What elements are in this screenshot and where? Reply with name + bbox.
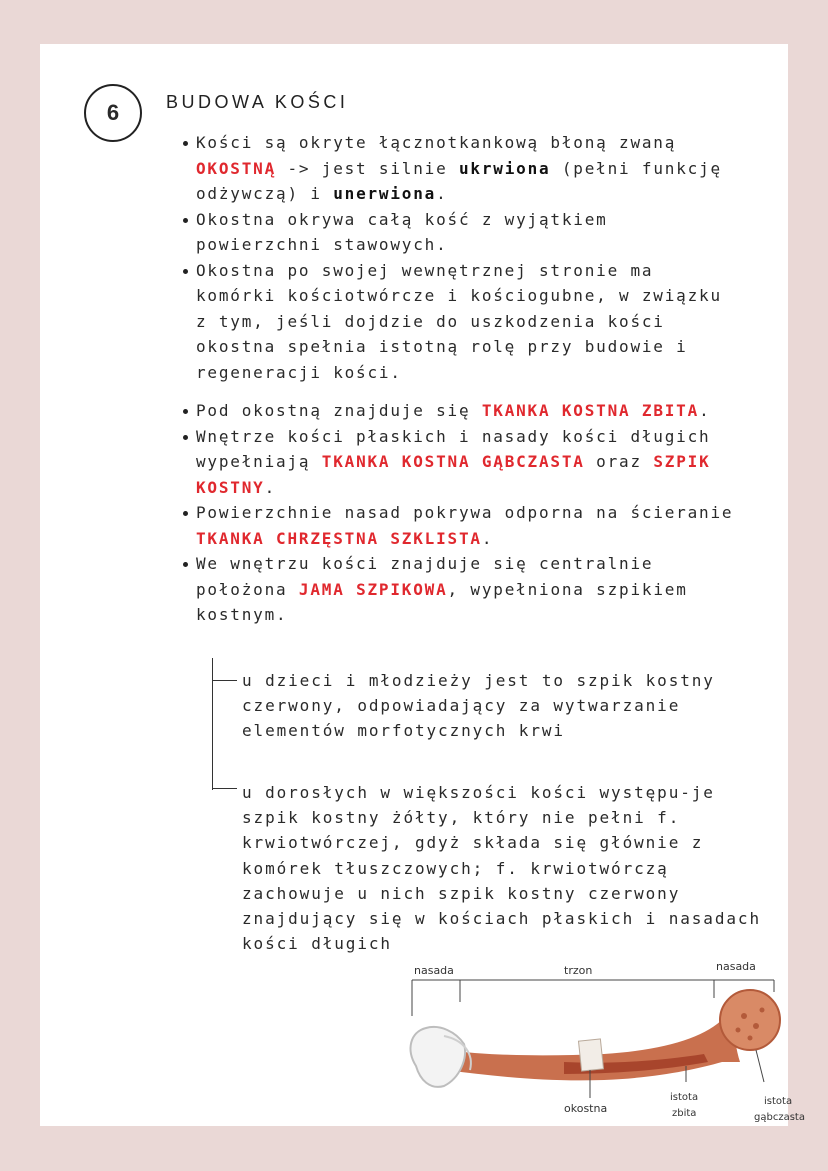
term-ukrwiona: ukrwiona <box>458 158 551 178</box>
text: Kości są okryte łącznotkankową błoną zwaną <box>196 133 677 152</box>
term-jama-szpikowa: JAMA SZPIKOWA <box>298 579 448 599</box>
text: -> jest silnie <box>276 158 459 178</box>
text: (pełni funkcję odżywczą) i <box>196 158 722 203</box>
term-szpik-kostny: SZPIK KOSTNY <box>196 452 711 497</box>
bullet-okrywa <box>180 207 740 258</box>
term-tkanka-gabczasta: TKANKA KOSTNA GĄBCZASTA <box>321 452 585 471</box>
tree-connector <box>212 658 239 790</box>
text: . <box>264 477 277 497</box>
bullet-okostna <box>180 130 740 207</box>
text: . <box>699 401 711 420</box>
text: We wnętrzu kości znajduje się centralnie położona <box>196 554 654 599</box>
page <box>40 44 805 1126</box>
text: . <box>481 528 494 548</box>
periosteum-flap <box>578 1039 603 1071</box>
label-trzon: trzon <box>564 964 593 977</box>
label-istota-zbita-2: zbita <box>672 1108 697 1119</box>
term-tkanka-chrzestna: TKANKA CHRZĘSTNA SZKLISTA <box>196 528 482 548</box>
label-istota-gabczasta-2: gąbczasta <box>754 1112 805 1123</box>
sub-item-children: u dzieci i młodzieży jest to szpik kostny czerwony, odpowiadający za wytwarzanie elementów morfotycznych krwi <box>242 671 715 741</box>
label-nasada-left: nasada <box>414 964 454 977</box>
bullet-chrzestna <box>180 500 740 551</box>
bullet-list <box>180 130 740 628</box>
term-okostna: OKOSTNĄ <box>196 158 277 178</box>
text: Okostna po swojej wewnętrznej stronie ma komórki kościotwórcze i kościogubne, w związku z tym, jeśli dojdzie do uszkodzenia kości okostna spełnia istotną rolę przy budowie i regeneracji kości. <box>196 260 722 382</box>
right-epiphysis <box>720 990 780 1050</box>
label-istota-gabczasta-1: istota <box>764 1096 793 1107</box>
text: Pod okostną znajduje się <box>196 401 482 420</box>
bullet-komorki <box>180 258 740 386</box>
text: Powierzchnie nasad pokrywa odporna na ścieranie <box>196 503 734 522</box>
text: Okostna okrywa całą kość z wyjątkiem powierzchni stawowych. <box>196 209 608 254</box>
term-unerwiona: unerwiona <box>333 184 437 203</box>
text: Wnętrze kości płaskich i nasady kości długich wypełniają <box>196 426 711 471</box>
text: . <box>436 184 448 203</box>
section-number: 6 <box>84 84 142 142</box>
bullet-gabczasta <box>180 424 740 501</box>
text: oraz <box>584 452 654 471</box>
term-tkanka-kostna-zbita: TKANKA KOSTNA ZBITA <box>481 401 700 420</box>
section-title: BUDOWA KOŚCI <box>166 92 349 112</box>
label-okostna: okostna <box>564 1102 608 1115</box>
label-nasada-right: nasada <box>716 960 756 973</box>
label-istota-zbita-1: istota <box>670 1092 699 1103</box>
left-cartilage <box>411 1027 465 1087</box>
bone-diagram <box>404 958 805 1128</box>
text: , wypełniona szpikiem kostnym. <box>196 579 688 624</box>
diagram-brackets <box>412 980 774 1016</box>
sub-item-adults: u dorosłych w większości kości występu-je szpik kostny żółty, który nie pełni f. krwiotwórczej, gdyż składa się głównie z komórek tłuszczowych; f. krwiotwórczą zachowuje u nich szpik kostny czerwony znajdujący się w kościach płaskich i nasadach kości długich <box>242 783 761 954</box>
bullet-jama <box>180 551 740 628</box>
bullet-tkanka-zbita <box>180 398 740 424</box>
